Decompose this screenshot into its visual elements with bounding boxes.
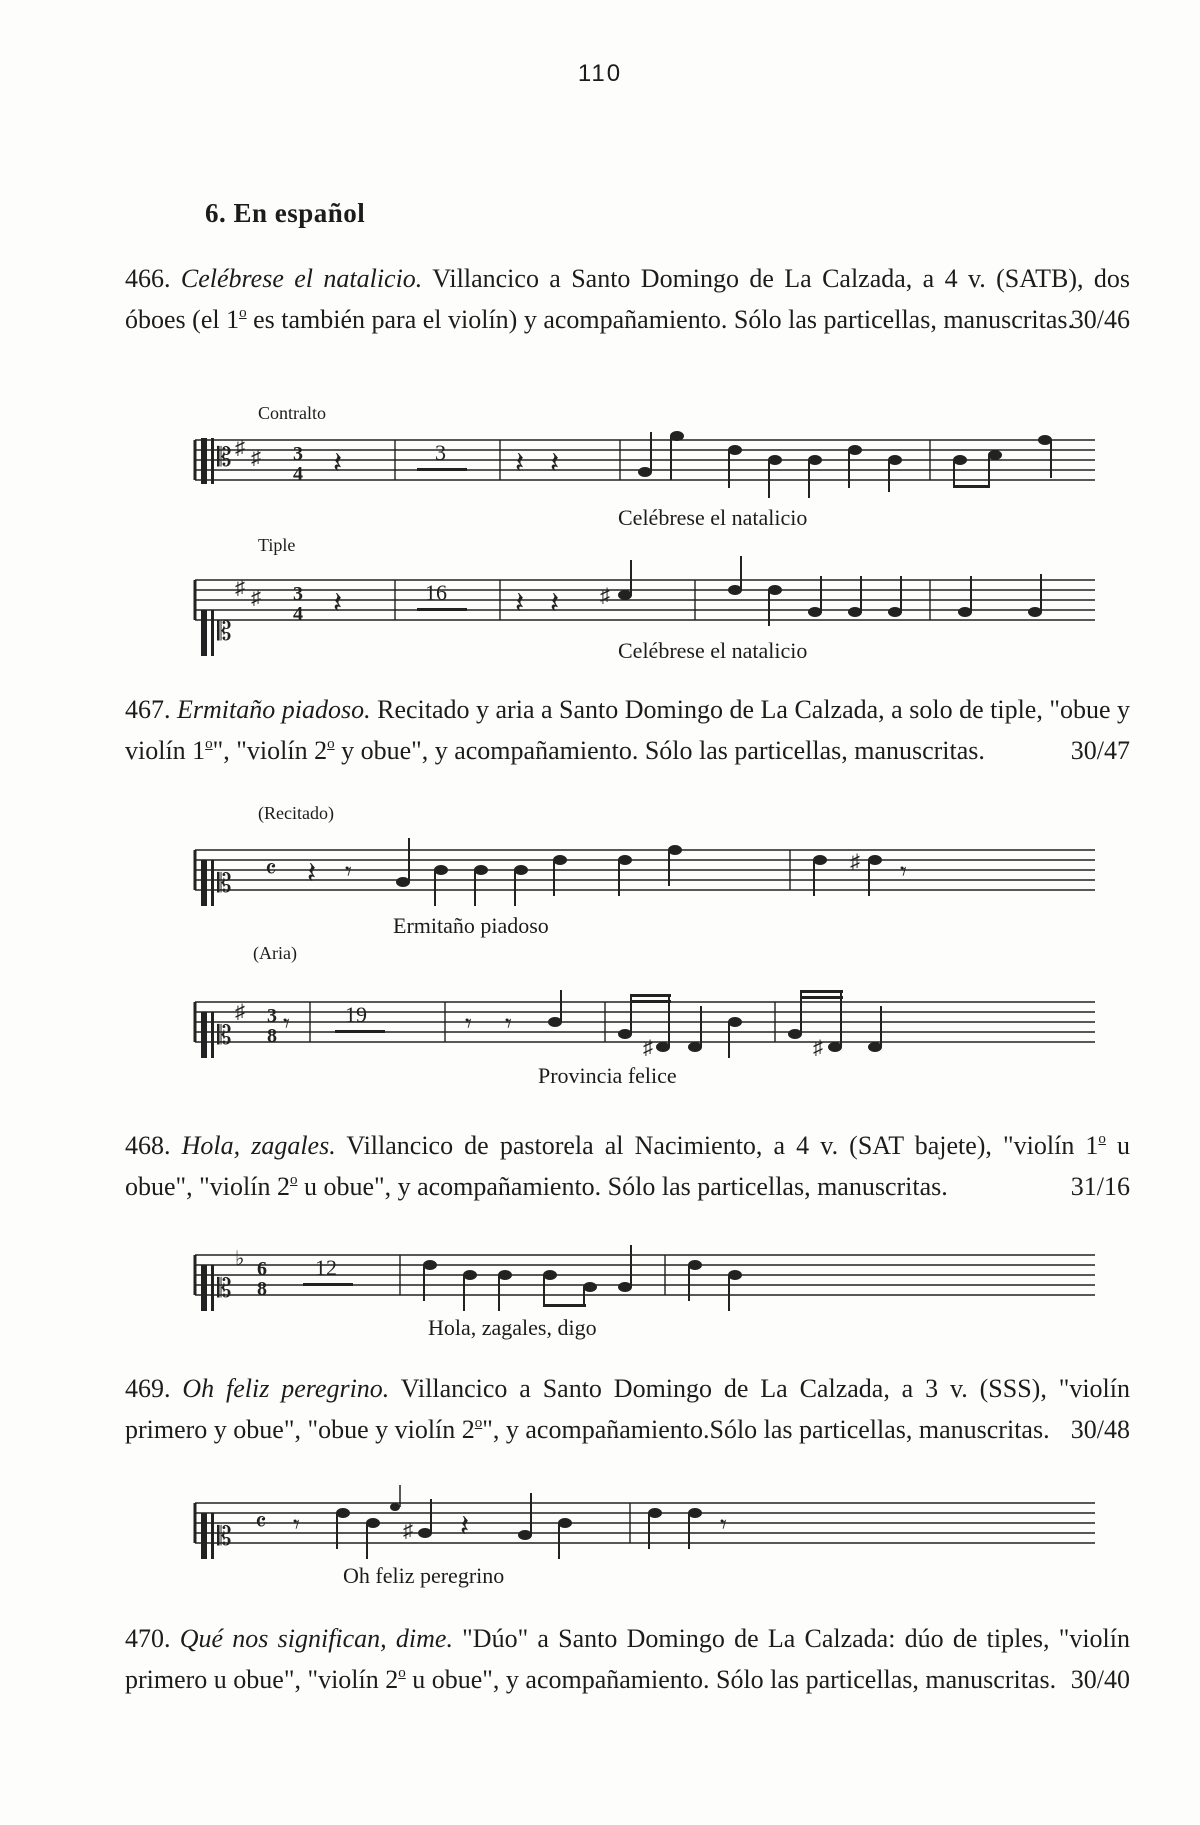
rest-count: 3 — [435, 440, 446, 465]
svg-text:𝄡: 𝄡 — [217, 1522, 232, 1551]
entry-number: 468. — [125, 1131, 171, 1160]
entry-title: Celébrese el natalicio. — [180, 264, 423, 293]
svg-text:𝄾: 𝄾 — [505, 1009, 512, 1038]
incipit-lyric: Hola, zagales, digo — [428, 1315, 597, 1340]
entry-text: Villancico a Santo Domingo de La Calzada, a 3 v. (SSS), "violín primero y obue", "obue y violín 2 — [125, 1374, 1130, 1444]
entry-text: "Dúo" a Santo Domingo de La Calzada: dúo de tiples, "violín primero u obue", "violín 2 — [125, 1624, 1131, 1694]
ordinal-superscript: o — [205, 736, 213, 752]
entry-text: u obue", y acompañamiento. Sólo las particellas, manuscritas. — [297, 1172, 948, 1201]
svg-text:4: 4 — [293, 603, 303, 625]
svg-text:♯: ♯ — [235, 437, 245, 459]
svg-text:𝄾: 𝄾 — [345, 857, 352, 886]
entry-description — [125, 1622, 1130, 1697]
music-incipit-staff — [195, 1493, 1100, 1573]
svg-text:𝄡: 𝄡 — [217, 617, 232, 646]
svg-text:𝄾: 𝄾 — [293, 1510, 300, 1539]
svg-text:♯: ♯ — [235, 1001, 245, 1023]
svg-text:♯: ♯ — [813, 1037, 823, 1059]
entry-description — [125, 693, 1130, 768]
catalog-entry-467 — [125, 693, 1130, 768]
incipit-lyric: Provincia felice — [538, 1063, 677, 1088]
svg-text:3: 3 — [267, 1005, 277, 1027]
svg-text:4: 4 — [293, 463, 303, 485]
svg-text:♯: ♯ — [235, 577, 245, 599]
svg-text:♯: ♯ — [403, 1520, 413, 1542]
catalog-entry-468 — [125, 1122, 1130, 1204]
entry-text: ", "violín 2 — [212, 736, 328, 765]
incipit-lyric: Celébrese el natalicio — [618, 505, 808, 530]
entry-text: ", y acompañamiento.Sólo las particellas, manuscritas. — [482, 1415, 1050, 1444]
music-incipit-staff — [195, 992, 1100, 1072]
svg-text:3: 3 — [293, 443, 303, 465]
rest-count: 16 — [425, 580, 447, 605]
catalog-entry-466 — [125, 262, 1130, 337]
svg-text:3: 3 — [293, 583, 303, 605]
ordinal-superscript: o — [474, 1415, 483, 1431]
svg-text:𝄾: 𝄾 — [283, 1009, 290, 1038]
svg-text:♯: ♯ — [643, 1037, 653, 1059]
entry-reference: 30/47 — [1070, 736, 1130, 765]
ordinal-superscript: o — [398, 1665, 406, 1681]
svg-text:𝄾: 𝄾 — [900, 857, 907, 886]
entry-title: Ermitaño piadoso. — [177, 695, 371, 724]
entry-reference: 30/46 — [1070, 305, 1130, 334]
svg-text:8: 8 — [257, 1278, 267, 1300]
svg-text:𝄾: 𝄾 — [720, 1510, 727, 1539]
svg-text:𝄡: 𝄡 — [217, 869, 232, 898]
svg-text:♭: ♭ — [235, 1248, 245, 1270]
entry-text: Recitado y aria a Santo Domingo de La Calzada, a solo de tiple, "obue y violín 1 — [125, 695, 1130, 765]
svg-text:𝄽: 𝄽 — [333, 447, 343, 480]
svg-text:𝄡: 𝄡 — [217, 1021, 232, 1050]
voice-label: Tiple — [258, 535, 296, 555]
svg-text:𝄽: 𝄽 — [307, 857, 317, 890]
entry-reference: 30/48 — [1070, 1415, 1130, 1444]
entry-title: Oh feliz peregrino. — [182, 1374, 390, 1403]
entry-number: 467. — [125, 695, 171, 724]
rest-count: 19 — [345, 1002, 367, 1027]
svg-text:♯: ♯ — [251, 447, 261, 469]
voice-label: (Aria) — [253, 943, 297, 963]
svg-text:𝄽: 𝄽 — [550, 587, 560, 620]
entry-description — [125, 1372, 1130, 1447]
music-incipit-staff — [195, 430, 1100, 510]
svg-text:♯: ♯ — [600, 585, 610, 607]
music-incipit-staff — [195, 840, 1100, 920]
entry-text: u obue", "violín 2 — [125, 1131, 1131, 1201]
catalog-entry-469 — [125, 1372, 1130, 1447]
svg-text:8: 8 — [267, 1025, 277, 1047]
entry-text: Villancico a Santo Domingo de La Calzada, a 4 v. (SATB), dos óboes (el 1 — [125, 264, 1130, 334]
entry-number: 469. — [125, 1374, 171, 1403]
svg-text:𝄽: 𝄽 — [515, 447, 525, 480]
svg-text:𝄽: 𝄽 — [333, 587, 343, 620]
incipit-lyric: Celébrese el natalicio — [618, 638, 808, 663]
incipit-lyric: Ermitaño piadoso — [393, 913, 549, 938]
svg-text:𝄡: 𝄡 — [217, 443, 232, 472]
catalog-entry-470 — [125, 1622, 1130, 1697]
ordinal-superscript: o — [1098, 1131, 1106, 1147]
entry-title: Hola, zagales. — [181, 1131, 336, 1160]
svg-text:♯: ♯ — [251, 587, 261, 609]
svg-text:𝄽: 𝄽 — [460, 1510, 470, 1543]
entry-text: u obue", y acompañamiento. Sólo las particellas, manuscritas. — [405, 1665, 1057, 1694]
music-incipit-staff — [195, 1245, 1100, 1325]
incipit-lyric: Oh feliz peregrino — [343, 1563, 505, 1588]
svg-text:𝄴: 𝄴 — [255, 1508, 267, 1537]
entry-title: Qué nos significan, dime. — [179, 1624, 453, 1653]
entry-reference: 30/40 — [1070, 1665, 1130, 1694]
ordinal-superscript: o — [239, 305, 247, 321]
svg-text:𝄽: 𝄽 — [550, 447, 560, 480]
rest-count: 12 — [315, 1255, 337, 1280]
svg-text:6: 6 — [257, 1258, 267, 1280]
voice-label: (Recitado) — [258, 803, 334, 823]
entry-reference: 31/16 — [1070, 1172, 1130, 1201]
entry-number: 466. — [125, 264, 171, 293]
svg-text:♯: ♯ — [850, 851, 860, 873]
entry-text: y obue", y acompañamiento. Sólo las particellas, manuscritas. — [334, 736, 985, 765]
svg-text:𝄾: 𝄾 — [465, 1009, 472, 1038]
section-title: 6. En español — [205, 198, 366, 228]
ordinal-superscript: o — [289, 1172, 298, 1188]
svg-text:𝄽: 𝄽 — [515, 587, 525, 620]
page-number: 110 — [577, 60, 623, 87]
entry-description — [125, 262, 1130, 337]
svg-text:𝄴: 𝄴 — [265, 855, 277, 884]
entry-text: Villancico de pastorela al Nacimiento, a 4 v. (SAT bajete), "violín 1 — [335, 1131, 1099, 1160]
ordinal-superscript: o — [327, 736, 335, 752]
voice-label: Contralto — [258, 403, 326, 423]
svg-text:𝄡: 𝄡 — [217, 1274, 232, 1303]
entry-text: es también para el violín) y acompañamiento. Sólo las particellas, manuscritas. — [246, 305, 1075, 334]
entry-number: 470. — [125, 1624, 171, 1653]
